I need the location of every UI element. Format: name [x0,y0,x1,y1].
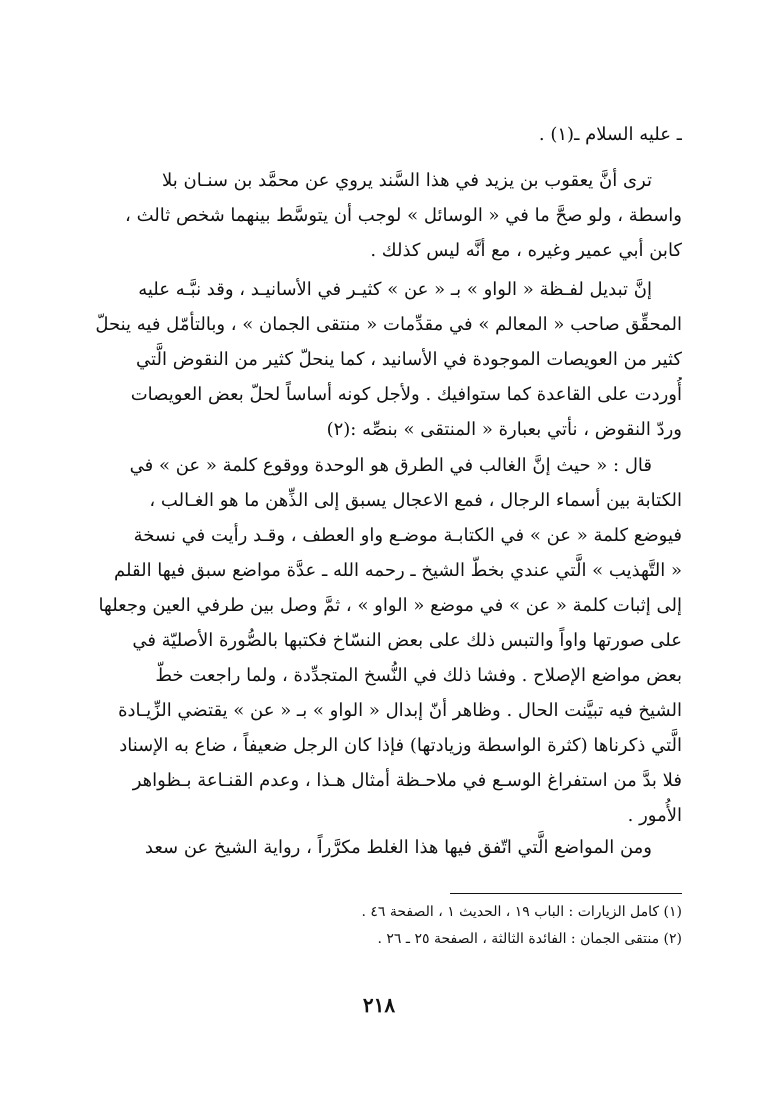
text-line: المحقِّق صاحب « المعالم » في مقدِّمات « منتقى الجمان » ، وبالتأمّل فيه ينحلّ [95,314,682,335]
paragraph-2 [70,272,682,447]
text-line: ترى أنَّ يعقوب بن يزيد في هذا السَّند يروي عن محمَّد بن سنـان بلا [162,170,652,191]
text-line: قال : « حيث إنَّ الغالب في الطرق هو الوحدة ووقوع كلمة « عن » في [129,455,652,476]
text-line: ومن المواضع الَّتي اتّفق فيها هذا الغلط مكرَّراً ، رواية الشيخ عن سعد [144,837,652,858]
footnote-1: (١) كامل الزيارات : الباب ١٩ ، الحديث ١ ، الصفحة ٤٦ . [361,904,682,920]
footnote-2: (٢) منتقى الجمان : الفائدة الثالثة ، الصفحة ٢٥ ـ ٢٦ . [377,931,682,947]
text-line: واسطة ، ولو صحَّ ما في « الوسائل » لوجب أن يتوسَّط بينهما شخص ثالث ، [125,205,682,226]
text-line: فيوضع كلمة « عن » في الكتابـة موضـع واو العطف ، وقـد رأيت في نسخة [133,525,682,546]
footnote-divider [450,893,682,894]
text-line: الشيخ فيه تبيَّنت الحال . وظاهر أنّ إبدال « الواو » بـ « عن » يقتضي الزِّيـادة [118,700,682,721]
text-line: أُوردت على القاعدة كما ستوافيك . ولأجل كونه أساساً لحلّ بعض العويصات [130,384,682,405]
page-number: ٢١٨ [362,993,396,1017]
text-line: كثير من العويصات الموجودة في الأسانيد ، كما ينحلّ كثير من النقوض الَّتي [136,349,682,370]
paragraph-3-quote [70,448,682,833]
paragraph-1 [70,163,682,268]
text-line: إنَّ تبديل لفـظة « الواو » بـ « عن » كثيـر في الأسانيـد ، وقد نبَّـه عليه [138,279,652,300]
text-line: الأُمور . [627,805,682,826]
text-line: « التَّهذيب » الَّتي عندي بخطّ الشيخ ـ رحمه الله ـ عدَّة مواضع سبق فيها القلم [114,560,682,581]
intro-line [70,117,682,152]
footnotes [70,899,682,953]
text-line: الَّتي ذكرناها (كثرة الواسطة وزيادتها) فإذا كان الرجل ضعيفاً ، ضاع به الإسناد [119,735,682,756]
text-line: بعض مواضع الإصلاح . وفشا ذلك في النُّسخ المتجدِّدة ، ولما راجعت خطّ [155,665,682,686]
text-line: الكتابة بين أسماء الرجال ، فمع الاعجال يسبق إلى الذِّهن ما هو الغـالب ، [149,490,682,511]
text-line: وردّ النقوض ، نأتي بعبارة « المنتقى » بنصِّه :(٢) [326,419,682,440]
text-line: على صورتها واواً والتبس ذلك على بعض النسّاخ فكتبها بالصُّورة الأصليّة في [132,630,682,651]
text-line: إلى إثبات كلمة « عن » في موضع « الواو » ، ثمَّ وصل بين طرفي العين وجعلها [98,595,682,616]
text-line: فلا بدَّ من استفراغ الوسـع في ملاحـظة أمثال هـذا ، وعدم القنـاعة بـظواهر [132,770,682,791]
text-line: ـ عليه السلام ـ(١) . [538,124,682,145]
paragraph-4 [70,830,682,865]
text-line: كابن أبي عمير وغيره ، مع أنَّه ليس كذلك . [370,240,682,261]
